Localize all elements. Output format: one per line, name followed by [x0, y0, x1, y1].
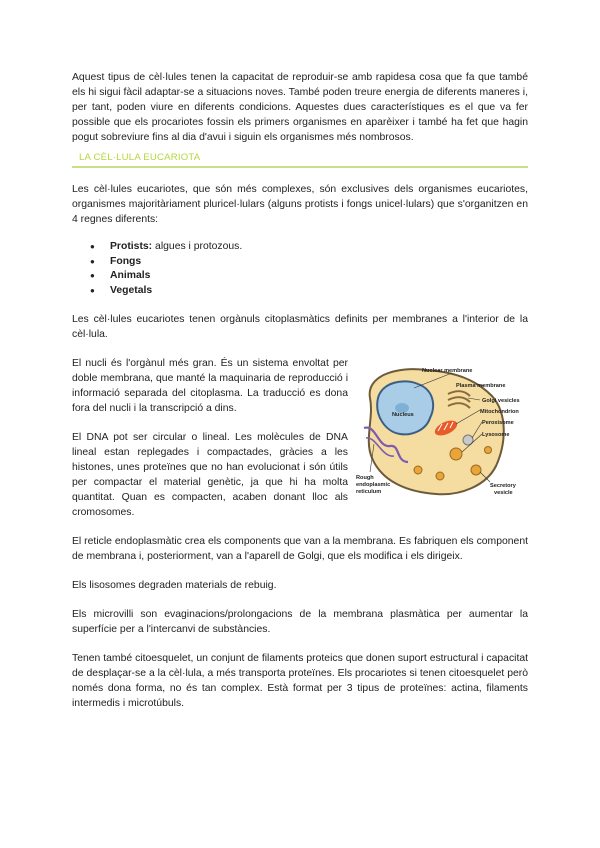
kingdom-name: Animals — [110, 270, 151, 281]
kingdom-name: Fongs — [110, 255, 142, 267]
kingdom-desc: algues i protozous. — [152, 241, 243, 252]
paragraph-eukaryotes: Les cèl·lules eucariotes, que són més complexes, són exclusives dels organismes eucariotes, organismes majoritàriament pluricel·lulars (alguns protists i fongs unicel·lulars) que s'organitzen en 4 regnes diferents: — [72, 184, 528, 225]
label-mitochondrion: Mitochondrion — [480, 409, 519, 415]
label-secretory-1: Secretory — [490, 483, 516, 489]
label-nuclear-membrane: Nuclear membrane — [422, 368, 473, 374]
paragraph-lysosomes: Els lisosomes degraden materials de rebuig. — [72, 580, 277, 591]
intro-paragraph: Aquest tipus de cèl·lules tenen la capacitat de reproduir-se amb rapidesa cosa que fa que també els hi sigui fàcil adaptar-se a situacions noves. També poden treure energia de diferents maneres i, per tant, poden viure en diferents condicions. Aquestes dues característiques es el que va fer possible que els procariotes fossin els primers organismes en aparèixer i també ha fet que hagin pogut sobreviure fins al dia d'avui i siguin els organismes més nombrosos. — [72, 72, 528, 143]
kingdom-list — [72, 240, 528, 298]
paragraph-cytoskeleton: Tenen també citoesquelet, un conjunt de filaments proteics que donen suport estructural i capacitat de desplaçar-se a la cèl·lula, a més transporta proteïnes. Els procariotes si tenen citoesquelet però només dona forma, no és tan complex. Està format per 3 tipus de proteïnes: actina, filaments intermedis i microtúbuls. — [72, 653, 528, 709]
kingdom-name: Vegetals — [110, 284, 153, 296]
label-plasma-membrane: Plasma membrane — [456, 383, 506, 389]
cell-diagram-svg — [356, 358, 528, 504]
label-secretory-2: vesicle — [494, 490, 513, 496]
list-item — [72, 255, 528, 270]
nucleus-text — [72, 356, 348, 520]
label-rough-er-3: reticulum — [356, 489, 382, 495]
secretory-vesicle — [471, 465, 481, 475]
lysosome — [450, 448, 462, 460]
paragraph-er: El reticle endoplasmàtic crea els components que van a la membrana. Es fabriquen els component de membrana i, posteriorment, van a l'aparell de Golgi, que els modifica i els dirigeix. — [72, 536, 528, 562]
secretory-vesicle — [436, 472, 444, 480]
secretory-vesicle — [414, 466, 422, 474]
section-heading: LA CÈL·LULA EUCARIOTA — [72, 152, 528, 168]
paragraph-nucleus: El nucli és l'orgànul més gran. És un sistema envoltat per doble membrana, que manté la maquinaria de reproducció i informació separada del citoplasma. La traducció es dona fora del nucli i la transcripció a dins. — [72, 358, 348, 414]
cell-diagram — [356, 358, 528, 504]
nucleus-section — [72, 356, 528, 520]
paragraph-dna: El DNA pot ser circular o lineal. Les molècules de DNA lineal estan replegades i compactades, gràcies a les histones, unes proteïnes que no han evolucionat i són útils per compactar el material genètic, ja que hi ha molta quantitat. Quan es compacten, acaben donant lloc als cromosomes. — [72, 432, 348, 518]
paragraph-organelles: Les cèl·lules eucariotes tenen orgànuls citoplasmàtics definits per membranes a l'interior de la cèl·lula. — [72, 314, 528, 340]
label-lysosome: Lysosome — [482, 432, 510, 438]
label-golgi: Golgi vesicles — [482, 398, 520, 404]
label-nucleus: Nucleus — [392, 412, 414, 418]
list-item — [72, 284, 528, 299]
label-rough-er-2: endoplasmic — [356, 482, 391, 488]
list-item — [72, 240, 528, 255]
document-page — [72, 70, 528, 711]
label-rough-er-1: Rough — [356, 475, 374, 481]
paragraph-microvilli: Els microvilli son evaginacions/prolongacions de la membrana plasmàtica per aumentar la superfície per a l'intercanvi de substàncies. — [72, 609, 528, 635]
secretory-vesicle — [485, 447, 492, 454]
label-peroxisome: Peroxisome — [482, 420, 514, 426]
list-item — [72, 269, 528, 284]
kingdom-name: Protists: — [110, 241, 153, 252]
